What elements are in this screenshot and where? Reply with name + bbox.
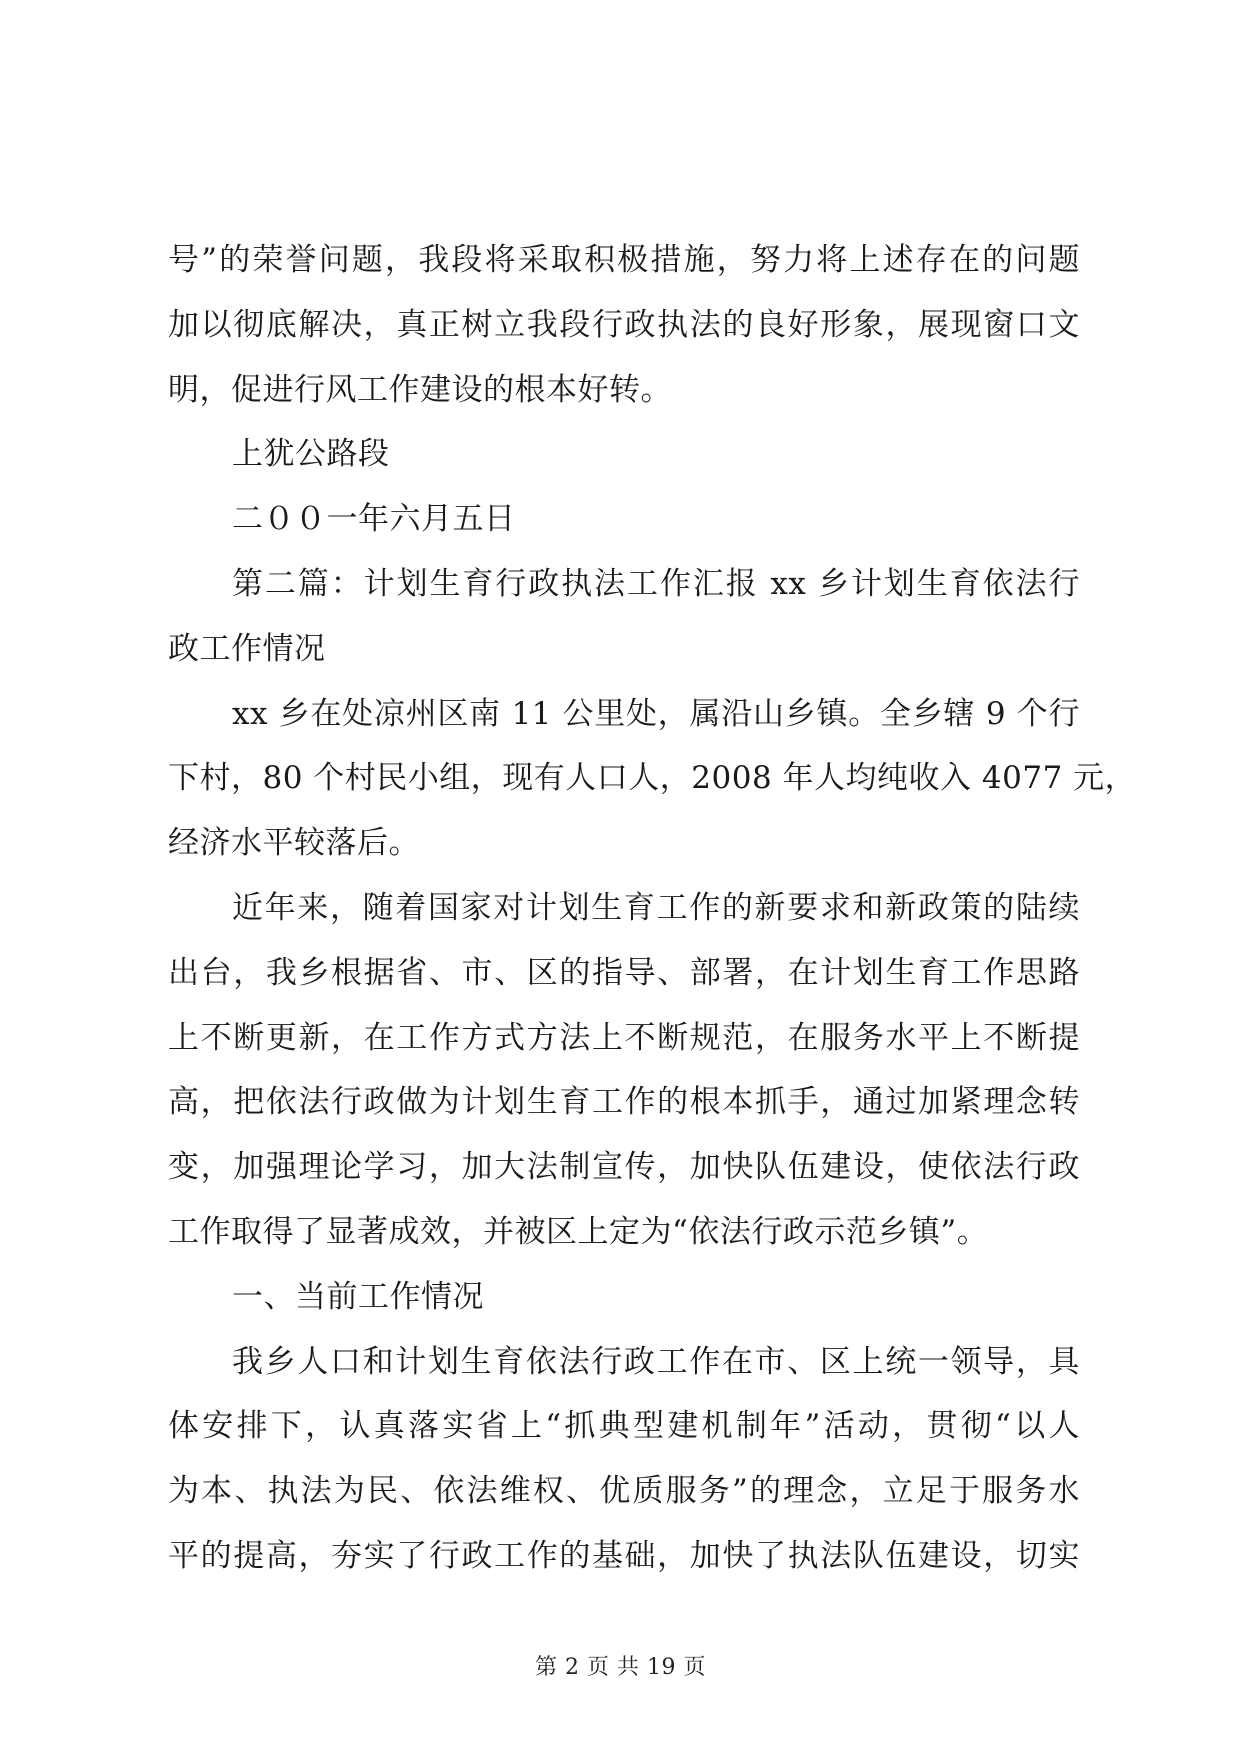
section-heading: 一、当前工作情况 [232, 1278, 484, 1315]
text-line: 工作取得了显著成效，并被区上定为“依法行政示范乡镇”。 [168, 1213, 989, 1250]
text-line: 号”的荣誉问题，我段将采取积极措施，努力将上述存在的问题 [168, 242, 1080, 278]
page-footer [0, 1650, 1241, 1681]
text-line: 加以彻底解决，真正树立我段行政执法的良好形象，展现窗口文 [168, 306, 1080, 343]
section-title-line: 政工作情况 [168, 630, 326, 667]
text-line: 平的提高，夯实了行政工作的基础，加快了执法队伍建设，切实 [168, 1537, 1080, 1574]
signature-organization: 上犹公路段 [232, 436, 390, 473]
text-line: 经济水平较落后。 [168, 825, 420, 862]
page-number-indicator: 第 2 页 共 19 页 [535, 1655, 706, 1680]
text-line: 变，加强理论学习，加大法制宣传，加快队伍建设，使依法行政 [168, 1149, 1080, 1186]
text-line: 体安排下，认真落实省上“抓典型建机制年”活动，贯彻“以人 [168, 1408, 1080, 1445]
text-line: 为本、执法为民、依法维权、优质服务”的理念，立足于服务水 [168, 1473, 1080, 1510]
text-line: 下村，80 个村民小组，现有人口人，2008 年人均纯收入 4077 元， [168, 760, 1137, 797]
text-line: 我乡人口和计划生育依法行政工作在市、区上统一领导，具 [232, 1343, 1080, 1380]
document-body [168, 228, 1137, 1589]
text-line: 近年来，随着国家对计划生育工作的新要求和新政策的陆续 [232, 889, 1080, 926]
text-line: 上不断更新，在工作方式方法上不断规范，在服务水平上不断提 [168, 1019, 1080, 1056]
text-line: 出台，我乡根据省、市、区的指导、部署，在计划生育工作思路 [168, 954, 1080, 991]
text-line: 高，把依法行政做为计划生育工作的根本抓手，通过加紧理念转 [168, 1084, 1080, 1121]
text-line: xx 乡在处凉州区南 11 公里处，属沿山乡镇。全乡辖 9 个行 [232, 695, 1080, 732]
text-line: 明，促进行风工作建设的根本好转。 [168, 371, 672, 408]
signature-date: 二００一年六月五日 [232, 501, 516, 538]
section-title-line: 第二篇：计划生育行政执法工作汇报 xx 乡计划生育依法行 [232, 565, 1080, 602]
